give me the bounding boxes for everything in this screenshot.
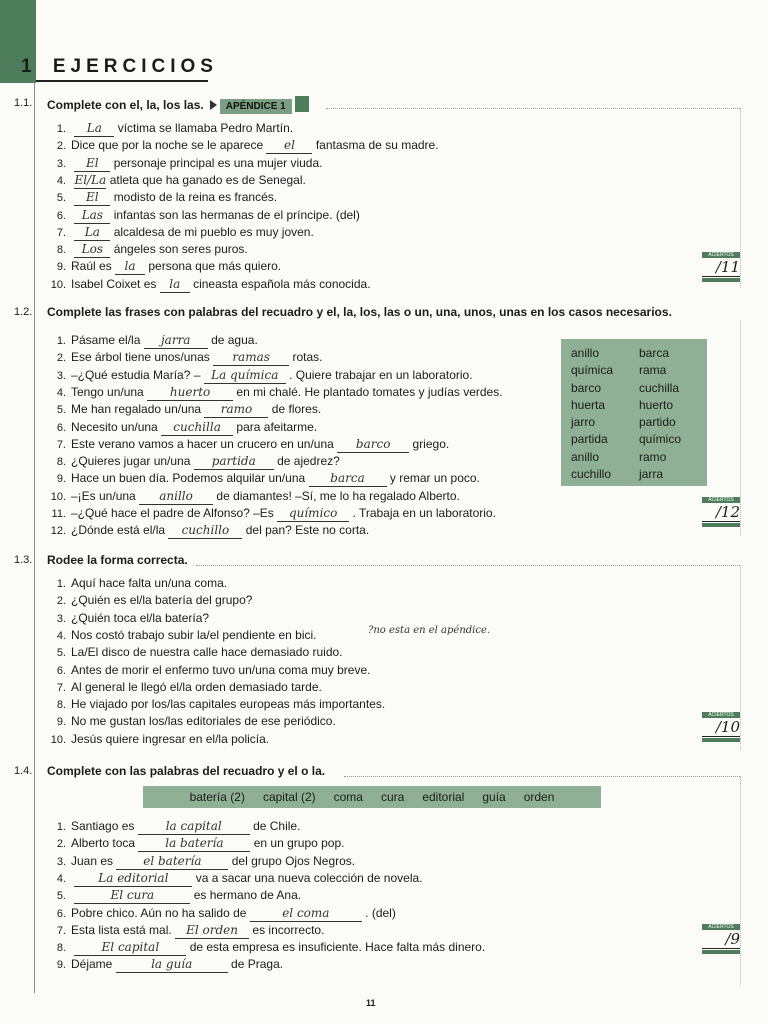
item-suffix: de Chile. xyxy=(253,819,301,833)
item-number: 3. xyxy=(56,369,66,382)
word-chip: coma xyxy=(333,790,363,804)
item-suffix: en un grupo pop. xyxy=(253,836,345,851)
item-suffix: de esta empresa es insuficiente. Hace falta más dinero. xyxy=(189,940,486,955)
exercise-item xyxy=(48,367,473,383)
item-number: 1. xyxy=(56,578,66,590)
item-suffix: . Trabaja en un laboratorio. xyxy=(352,506,496,520)
item-number: 8. xyxy=(56,699,66,712)
exercise-item xyxy=(48,436,449,452)
item-suffix: y remar un poco. xyxy=(389,471,480,486)
section-number: 1.3. xyxy=(14,554,33,566)
word-row xyxy=(571,431,707,448)
word-chip: batería (2) xyxy=(189,790,245,804)
score-tag: ACIERTOS xyxy=(702,252,740,258)
item-number: 10. xyxy=(50,490,66,503)
item-prefix: Me han regalado un/una xyxy=(71,402,202,417)
chapter-heading: EJERCICIOS xyxy=(52,56,218,77)
exercise-item xyxy=(48,853,355,869)
item-text: Al general le llegó el/la orden demasiado tarde. xyxy=(71,679,322,694)
item-number: 4. xyxy=(56,386,66,399)
exercise-item xyxy=(48,419,317,435)
score-box xyxy=(702,924,740,954)
answer-field[interactable]: la batería xyxy=(138,836,250,852)
dotted-rule xyxy=(740,776,741,986)
exercise-item xyxy=(48,610,209,626)
item-number: 5. xyxy=(56,647,66,660)
item-number: 6. xyxy=(56,421,66,434)
item-number: 5. xyxy=(56,192,66,205)
item-suffix: modisto de la reina es francés. xyxy=(113,190,278,205)
exercise-item xyxy=(48,575,227,591)
word-chip: huerta xyxy=(571,397,606,412)
item-suffix: alcaldesa de mi pueblo es muy joven. xyxy=(113,224,314,239)
item-number: 7. xyxy=(56,681,66,694)
word-chip: partido xyxy=(639,415,676,430)
heading-text: Complete con el, la, los las. xyxy=(47,98,204,112)
word-row xyxy=(571,345,707,362)
exercise-item xyxy=(48,887,301,903)
item-suffix: de agua. xyxy=(211,333,258,347)
dotted-rule xyxy=(740,108,741,288)
item-prefix: Esta lista está mal. xyxy=(71,922,172,937)
item-number: 5. xyxy=(56,890,66,903)
section-number: 1.2. xyxy=(14,306,33,318)
exercise-item xyxy=(48,172,306,188)
word-chip: cuchillo xyxy=(571,467,612,482)
exercise-item xyxy=(48,922,324,938)
answer-field[interactable]: ramo xyxy=(204,402,268,418)
word-row xyxy=(571,362,707,379)
item-prefix: ¿Quieres jugar un/una xyxy=(71,454,191,469)
word-chip: cura xyxy=(380,790,405,804)
answer-field[interactable]: El/La xyxy=(74,172,107,187)
word-row xyxy=(571,397,707,414)
word-chip: orden xyxy=(523,790,555,804)
word-chip: anillo xyxy=(571,449,600,464)
exercise-item xyxy=(48,870,423,886)
item-text: La/El disco de nuestra calle hace demasiado ruido. xyxy=(71,645,343,660)
answer-field[interactable]: el batería xyxy=(116,854,228,870)
exercise-item xyxy=(48,120,293,136)
score-bar xyxy=(702,523,740,527)
item-suffix: personaje principal es una mujer viuda. xyxy=(113,155,323,170)
word-chip: químico xyxy=(639,432,682,447)
item-number: 1. xyxy=(56,335,66,347)
item-number: 9. xyxy=(56,473,66,486)
word-chip: cuchilla xyxy=(639,380,680,395)
exercise-item xyxy=(48,224,314,240)
item-number: 7. xyxy=(56,924,66,937)
score-bar xyxy=(702,278,740,282)
item-number: 7. xyxy=(56,226,66,239)
item-text: Nos costó trabajo subir la/el pendiente en bici. xyxy=(71,627,317,642)
item-number: 9. xyxy=(56,261,66,274)
item-number: 1. xyxy=(56,123,66,135)
item-number: 3. xyxy=(56,612,66,625)
appendix-link[interactable]: APÉNDICE 1 xyxy=(220,99,292,114)
exercise-item xyxy=(48,349,322,365)
score-bar xyxy=(702,738,740,742)
section-number: 1.4. xyxy=(14,765,33,777)
item-number: 10. xyxy=(50,733,66,746)
item-suffix: para afeitarme. xyxy=(236,419,318,434)
exercise-item xyxy=(48,505,496,521)
item-suffix: es hermano de Ana. xyxy=(193,888,302,903)
answer-field[interactable]: anillo xyxy=(139,489,213,505)
item-prefix: Hace un buen día. Podemos alquilar un/una xyxy=(71,471,306,486)
item-suffix: es incorrecto. xyxy=(252,922,325,937)
item-number: 4. xyxy=(56,629,66,642)
item-suffix: . Quiere trabajar en un laboratorio. xyxy=(289,367,473,382)
answer-field[interactable]: jarra xyxy=(144,333,208,349)
item-prefix: –¿Qué estudia María? – xyxy=(71,367,201,382)
item-prefix: Necesito un/una xyxy=(71,419,158,434)
section-heading: Complete con las palabras del recuadro y el o la. xyxy=(47,764,326,778)
appendix-square xyxy=(295,96,309,112)
item-text: No me gustan los/las editoriales de ese periódico. xyxy=(71,714,336,729)
item-prefix: –¡Es un/una xyxy=(71,488,136,503)
score-value: /9 xyxy=(702,930,740,949)
answer-field[interactable]: La editorial xyxy=(74,871,192,887)
page-number: 11 xyxy=(366,998,376,1008)
word-chip: rama xyxy=(639,363,667,378)
item-number: 11. xyxy=(51,508,66,520)
word-chip: guía xyxy=(482,790,506,804)
exercise-item xyxy=(48,453,340,469)
exercise-item xyxy=(48,155,322,171)
word-row xyxy=(571,414,707,431)
item-number: 2. xyxy=(56,352,66,365)
exercise-item xyxy=(48,332,258,348)
word-row xyxy=(571,449,707,466)
section-heading: Complete las frases con palabras del recuadro y el, la, los, las o un, una, unos, unas en los casos necesarios. xyxy=(47,305,672,319)
item-text: Antes de morir el enfermo tuvo un/una coma muy breve. xyxy=(71,662,371,677)
exercise-item xyxy=(48,592,252,608)
answer-field[interactable]: partida xyxy=(194,454,274,470)
exercise-item xyxy=(48,713,336,729)
item-text: Aquí hace falta un/una coma. xyxy=(71,576,228,590)
score-value: /11 xyxy=(702,258,740,277)
word-box xyxy=(143,786,601,808)
word-chip: química xyxy=(571,363,614,378)
answer-field[interactable]: barco xyxy=(337,437,409,453)
item-number: 1. xyxy=(56,821,66,833)
word-chip: capital (2) xyxy=(262,790,316,804)
answer-field[interactable]: la guía xyxy=(116,957,228,973)
word-chip: anillo xyxy=(571,346,600,360)
exercise-item xyxy=(48,696,385,712)
item-prefix: Dice que por la noche se le aparece xyxy=(71,138,264,153)
word-box xyxy=(561,339,707,486)
score-box xyxy=(702,712,740,742)
answer-field[interactable]: barca xyxy=(309,471,387,487)
exercise-item xyxy=(48,470,480,486)
answer-field[interactable]: El xyxy=(74,156,110,172)
answer-field[interactable]: La xyxy=(74,121,114,137)
item-suffix: en mi chalé. He plantado tomates y judías verdes. xyxy=(236,384,503,399)
exercise-item xyxy=(48,818,300,834)
item-number: 7. xyxy=(56,438,66,451)
answer-field[interactable]: la xyxy=(160,277,190,293)
item-suffix: de flores. xyxy=(271,402,322,417)
answer-field[interactable]: ramas xyxy=(213,350,289,366)
score-box xyxy=(702,252,740,282)
exercise-item xyxy=(48,905,396,921)
item-prefix: Tengo un/una xyxy=(71,384,144,399)
margin-rule xyxy=(34,83,35,993)
arrow-icon xyxy=(210,100,217,110)
answer-field[interactable]: el coma xyxy=(250,906,362,922)
item-number: 2. xyxy=(56,595,66,608)
score-bar xyxy=(702,950,740,954)
item-number: 6. xyxy=(56,664,66,677)
answer-field[interactable]: La química xyxy=(204,368,286,384)
word-chip: huerto xyxy=(639,397,674,412)
item-suffix: cineasta española más conocida. xyxy=(193,276,371,291)
item-suffix: infantas son las hermanas de el príncipe. (del) xyxy=(113,207,360,222)
word-chip: editorial xyxy=(422,790,465,804)
item-suffix: de ajedrez? xyxy=(277,454,340,469)
exercise-item xyxy=(48,401,321,417)
dotted-rule xyxy=(344,776,740,777)
section-number: 1.1. xyxy=(14,97,33,109)
item-number: 4. xyxy=(56,174,66,187)
answer-field[interactable]: la xyxy=(115,259,145,275)
item-suffix: . (del) xyxy=(365,905,396,920)
item-suffix: ángeles son seres puros. xyxy=(113,242,248,257)
item-number: 2. xyxy=(56,838,66,851)
exercise-item xyxy=(48,276,371,292)
item-number: 6. xyxy=(56,209,66,222)
exercise-item xyxy=(48,627,316,643)
answer-field[interactable]: El xyxy=(74,190,110,206)
section-heading: Rodee la forma correcta. xyxy=(47,553,188,567)
exercise-item xyxy=(48,662,370,678)
item-prefix: Isabel Coixet es xyxy=(71,276,157,291)
item-prefix: –¿Qué hace el padre de Alfonso? –Es xyxy=(71,506,274,520)
dotted-rule xyxy=(740,565,741,750)
exercise-item xyxy=(48,189,277,205)
item-prefix: Ese árbol tiene unos/unas xyxy=(71,350,210,365)
item-prefix: Raúl es xyxy=(71,259,112,274)
word-chip: partida xyxy=(571,432,608,447)
exercise-item xyxy=(48,137,439,153)
exercise-item xyxy=(48,488,460,504)
item-prefix: Juan es xyxy=(71,853,114,868)
score-tag: ACIERTOS xyxy=(702,924,740,930)
dotted-rule xyxy=(196,565,740,566)
item-number: 8. xyxy=(56,942,66,955)
exercise-item xyxy=(48,939,485,955)
chapter-title xyxy=(21,56,218,78)
item-number: 6. xyxy=(56,907,66,920)
answer-field[interactable]: el xyxy=(266,138,312,154)
item-prefix: Pobre chico. Aún no ha salido de xyxy=(71,905,247,920)
item-text: Jesús quiere ingresar en el/la policía. xyxy=(71,731,270,746)
item-suffix: de Praga. xyxy=(231,957,284,972)
exercise-item xyxy=(48,835,344,851)
item-suffix: fantasma de su madre. xyxy=(315,138,439,153)
item-text: ¿Quién toca el/la batería? xyxy=(71,610,210,625)
word-chip: jarra xyxy=(639,467,664,482)
exercise-item xyxy=(48,207,360,223)
item-prefix: Este verano vamos a hacer un crucero en un/una xyxy=(71,436,334,451)
answer-field[interactable]: La xyxy=(74,225,110,241)
answer-field[interactable]: El capital xyxy=(74,940,186,956)
item-number: 8. xyxy=(56,244,66,257)
answer-field[interactable]: El orden xyxy=(175,923,249,939)
item-text: He viajado por los/las capitales europeas más importantes. xyxy=(71,697,386,712)
exercise-item xyxy=(48,241,248,257)
item-number: 8. xyxy=(56,456,66,469)
item-number: 9. xyxy=(56,716,66,729)
item-suffix: del grupo Ojos Negros. xyxy=(231,853,356,868)
score-value: /10 xyxy=(702,718,740,737)
item-suffix: va a sacar una nueva colección de novela. xyxy=(195,870,423,885)
item-suffix: de diamantes! –Sí, me lo ha regalado Alberto. xyxy=(216,488,460,503)
item-number: 12. xyxy=(50,525,66,538)
answer-field[interactable]: químico xyxy=(277,506,349,522)
answer-field[interactable]: huerto xyxy=(147,385,233,401)
item-prefix: ¿Dónde está el/la xyxy=(71,523,166,538)
item-number: 4. xyxy=(56,872,66,885)
item-suffix: del pan? Este no corta. xyxy=(245,523,370,538)
item-suffix: víctima se llamaba Pedro Martín. xyxy=(117,121,294,135)
handwritten-note: ?no esta en el apéndice. xyxy=(368,625,491,636)
item-number: 3. xyxy=(56,157,66,170)
word-chip: barco xyxy=(571,380,602,395)
answer-field[interactable]: cuchillo xyxy=(168,523,242,539)
score-tag: ACIERTOS xyxy=(702,497,740,503)
item-prefix: Déjame xyxy=(71,957,113,972)
exercise-item xyxy=(48,522,369,538)
answer-field[interactable]: cuchilla xyxy=(161,420,233,436)
exercise-item xyxy=(48,258,281,274)
answer-field[interactable]: la capital xyxy=(138,819,250,835)
item-number: 5. xyxy=(56,404,66,417)
answer-field[interactable]: Los xyxy=(74,242,110,258)
exercise-item xyxy=(48,956,283,972)
dotted-rule xyxy=(740,320,741,535)
exercise-item xyxy=(48,384,503,400)
word-row xyxy=(571,380,707,397)
item-prefix: Pásame el/la xyxy=(71,333,141,347)
item-number: 9. xyxy=(56,959,66,972)
dotted-rule xyxy=(326,108,740,109)
answer-field[interactable]: Las xyxy=(74,208,110,224)
exercise-item xyxy=(48,644,343,660)
score-box xyxy=(702,497,740,527)
item-prefix: Alberto toca xyxy=(71,836,136,851)
word-chip: barca xyxy=(639,346,670,360)
item-suffix: atleta que ha ganado es de Senegal. xyxy=(109,172,306,187)
item-prefix: Santiago es xyxy=(71,819,135,833)
exercise-item xyxy=(48,679,322,695)
word-row xyxy=(571,466,707,483)
word-chip: ramo xyxy=(639,449,667,464)
exercise-item xyxy=(48,731,269,747)
word-chip: jarro xyxy=(571,415,596,430)
chapter-number: 1 xyxy=(21,56,37,77)
item-number: 10. xyxy=(50,278,66,291)
item-suffix: rotas. xyxy=(292,350,323,365)
item-number: 3. xyxy=(56,855,66,868)
item-suffix: griego. xyxy=(412,436,450,451)
item-suffix: persona que más quiero. xyxy=(148,259,282,274)
item-number: 2. xyxy=(56,140,66,153)
section-heading xyxy=(47,96,309,114)
score-value: /12 xyxy=(702,503,740,522)
title-underline xyxy=(36,80,208,82)
answer-field[interactable]: El cura xyxy=(74,888,190,904)
score-tag: ACIERTOS xyxy=(702,712,740,718)
item-text: ¿Quién es el/la batería del grupo? xyxy=(71,593,253,608)
